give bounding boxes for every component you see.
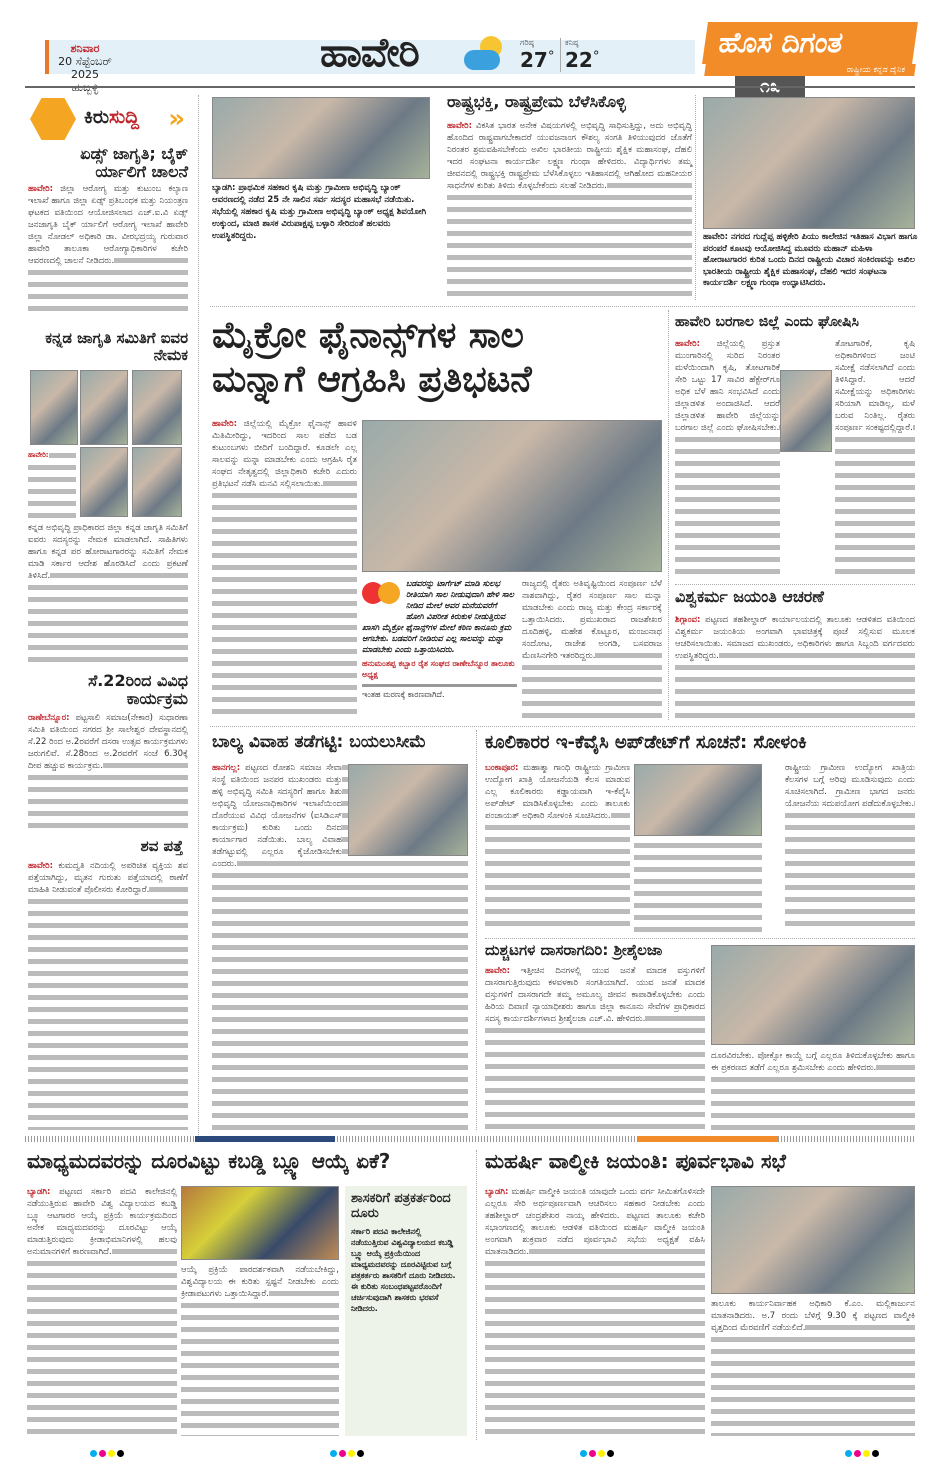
kirusuddi-logo: ಕಿರುಸುದ್ದಿ » [30, 98, 185, 140]
member-photo [30, 370, 78, 445]
column-divider [695, 95, 696, 300]
quote-icon [362, 578, 406, 612]
ekyc-article-cont: ರಾಷ್ಟ್ರೀಯ ಗ್ರಾಮೀಣ ಉದ್ಯೋಗ ಖಾತ್ರಿಯ ಕೆಲಸಗಳ ಬಗ್ಗೆ ಅರಿವು ಮೂಡಿಸುವುದು ಎಂದು ಸೂಚಿಸಲಾಗಿದೆ. ಗ್ರಾಮೀಣ ಭಾಗದ ಜನರು ಯೋಜನೆಯ ಸದುಪಯೋಗ ಪಡೆದುಕೊಳ್ಳಬೇಕು. [785, 762, 915, 932]
program-headline: ಸೆ.22ರಿಂದ ವಿವಿಧ ಕಾರ್ಯಕ್ರಮ [88, 671, 188, 709]
kabaddi-photo [181, 1186, 339, 1260]
page-city-title: ಹಾವೇರಿ [320, 30, 419, 76]
section-bar-blue [195, 1136, 335, 1142]
section-bar [25, 1136, 915, 1142]
kabaddi-headline: ಮಾಧ್ಯಮದವರನ್ನು ದೂರವಿಟ್ಟು ಕಬಡ್ಡಿ ಬ್ಲ್ಯೂ ಆಯ್ಕೆ ಏಕೆ? [27, 1149, 391, 1173]
drought-article: ಹಾವೇರಿ: ಜಿಲ್ಲೆಯಲ್ಲಿ ಪ್ರಸ್ತುತ ಮುಂಗಾರಿನಲ್ಲಿ ಸುರಿದ ನಿರಂತರ ಮಳೆಯಿಂದಾಗಿ ಕೃಷಿ, ತೋಟಗಾರಿಕೆ ಸೇರಿ ಒಟ್ಟು 17 ಸಾವಿರ ಹೆಕ್ಟೇರ್‌ಗೂ ಅಧಿಕ ಬೆಳೆ ಹಾನಿ ಸಂಭವಿಸಿದೆ ಎಂದು ಜಿಲ್ಲಾಡಳಿತ ಅಂದಾಜಿಸಿದೆ. ಆದರೆ ಜಿಲ್ಲಾಡಳಿತ ಹಾವೇರಿ ಜಿಲ್ಲೆಯನ್ನು ಬರಗಾಲ ಜಿಲ್ಲೆ ಎಂದು ಘೋಷಿಸಬೇಕು. [675, 338, 780, 578]
addiction-article-cont: ದೂರವಿರಬೇಕು. ಪೋಕ್ಸೋ ಕಾಯ್ದೆ ಬಗ್ಗೆ ಎಲ್ಲರೂ ತಿಳಿದುಕೊಳ್ಳಬೇಕು ಹಾಗೂ ಈ ಪ್ರಕರಣದ ತಡೆಗೆ ಎಲ್ಲರೂ ಶ್ರಮಿಸಬೇಕು ಎಂದು ಹೇಳಿದರು. [711, 1050, 915, 1132]
farmer-leader-photo [780, 370, 832, 452]
kannada-dateline: ಹಾವೇರಿ: [28, 450, 76, 520]
drought-article-cont: ತೋಟಗಾರಿಕೆ, ಕೃಷಿ ಅಧಿಕಾರಿಗಳಿಂದ ಜಂಟಿ ಸಮೀಕ್ಷೆ ನಡೆಸಲಾಗಿದೆ ಎಂದು ತಿಳಿಸಿದ್ದಾರೆ. ಆದರೆ ಸಮೀಕ್ಷೆಯನ್ನು ಅಧಿಕಾರಿಗಳು ಸರಿಯಾಗಿ ಮಾಡಿಲ್ಲ, ಮಳೆ ಬರುವ ನಿಂತಿಲ್ಲ. ರೈತರು ಸಂಪೂರ್ಣ ಸಂಕಷ್ಟದಲ್ಲಿದ್ದಾರೆ. [835, 338, 915, 578]
ekyc-photo [634, 764, 762, 836]
bank-meeting-caption: ಬ್ಯಾಡಗಿ: ಪ್ರಾಥಮಿಕ ಸಹಕಾರ ಕೃಷಿ ಮತ್ತು ಗ್ರಾಮೀಣ ಅಭಿವೃದ್ಧಿ ಬ್ಯಾಂಕ್ ಆವರಣದಲ್ಲಿ ನಡೆದ 25 ನೇ ಸಾಲಿನ ಸರ್ವ ಸದಸ್ಯರ ಮಹಾಸಭೆ ನಡೆಯಿತು. ಸಭೆಯಲ್ಲಿ ಸಹಕಾರ ಕೃಷಿ ಮತ್ತು ಗ್ರಾಮೀಣ ಅಭಿವೃದ್ಧಿ ಬ್ಯಾಂಕ್ ಅಧ್ಯಕ್ಷ ಶಿವಯೋಗಿ ಉಕ್ಕುಂದ, ಮಾಜಿ ಶಾಸಕ ವಿರುಪಾಕ್ಷಪ್ಪ ಬಳ್ಳಾರಿ ಸೇರಿದಂತೆ ಹಲವರು ಉಪಸ್ಥಿತರಿದ್ದರು. [212, 183, 427, 241]
column-divider [476, 1150, 477, 1440]
complaint-box [345, 1186, 467, 1436]
lead-article: ಹಾವೇರಿ: ಜಿಲ್ಲೆಯಲ್ಲಿ ಮೈಕ್ರೋ ಫೈನಾನ್ಸ್ ಹಾವಳಿ ಮಿತಿಮೀರಿದ್ದು, ಇದರಿಂದ ಸಾಲ ಪಡೆದ ಬಡ ಕುಟುಂಬಗಳು ಬೀದಿಗೆ ಬಂದಿದ್ದಾರೆ. ಕೂಡಲೇ ಎಲ್ಲ ಸಾಲವನ್ನು ಮನ್ನಾ ಮಾಡಬೇಕು ಎಂದು ಆಗ್ರಹಿಸಿ ರೈತ ಸಂಘದ ನೇತೃತ್ವದಲ್ಲಿ ಜಿಲ್ಲಾಧಿಕಾರಿ ಕಚೇರಿ ಎದುರು ಪ್ರತಿಭಟನೆ ನಡೆಸಿ ಮನವಿ ಸಲ್ಲಿಸಲಾಯಿತು. [212, 418, 357, 718]
aids-headline: ಏಡ್ಸ್ ಜಾಗೃತಿ; ಬೈಕ್ ರ್ಯಾಲಿಗೆ ಚಾಲನೆ [80, 144, 188, 182]
child-marriage-article: ಹಾನಗಲ್ಲ: ಪಟ್ಟಣದ ರೋಶನಿ ಸಮಾಜ ಸೇವಾ ಸಂಸ್ಥೆ ವತಿಯಿಂದ ಜನಪರ ಮುಖಂಡರು ಮತ್ತು ಹಳ್ಳಿ ಅಭಿವೃದ್ಧಿ ಸಮಿತಿ ಸದಸ್ಯರಿಗೆ ಹಾಗೂ ಶಿಶು ಅಭಿವೃದ್ಧಿ ಯೋಜನಾಧಿಕಾರಿಗಳ ಇಲಾಖೆಯಿಂದ ದೊರೆಯುವ ವಿವಿಧ ಯೋಜನೆಗಳ (ಐಸಿಡಿಎಸ್ ಕಾರ್ಯಕ್ರಮ) ಕುರಿತು ಒಂದು ದಿನದ ಕಾರ್ಯಾಗಾರ ನಡೆಯಿತು. ಬಾಲ್ಯ ವಿವಾಹ ತಡೆಗಟ್ಟುವಲ್ಲಿ ಎಲ್ಲರೂ ಕೈಜೋಡಿಸಬೇಕು ಎಂದರು. [212, 762, 468, 1130]
seminar-caption: ಹಾವೇರಿ: ನಗರದ ಗುದ್ಲೆಪ್ಪ ಹಳ್ಳಿಕೇರಿ ಪಿಯು ಕಾಲೇಜಿನ ಇತಿಹಾಸ ವಿಭಾಗ ಹಾಗೂ ಪರಂಪರೆ ಕೂಟವು ಆಯೋಜಿಸಿದ್ದ ಮೂವರು ಮಹಾನ್ ಮಹಿಳಾ ಹೋರಾಟಗಾರರ ಕುರಿತ ಒಂದು ದಿನದ ರಾಷ್ಟ್ರೀಯ ವಿಚಾರ ಸಂಕಿರಣವನ್ನು ಅಖಿಲ ಭಾರತೀಯ ರಾಷ್ಟ್ರೀಯ ಶೈಕ್ಷಿಕ ಮಹಾಸಂಘ, ದೆಹಲಿ ಇದರ ಸಂಘಟನಾ ಕಾರ್ಯದರ್ಶಿ ಲಕ್ಷ್ಮಣ ಗುಂಥಾ ಉದ್ಘಾಟಿಸಿದರು. [703, 232, 918, 288]
registration-marks [580, 1442, 616, 1461]
ekyc-article: ಬಂಕಾಪೂರ: ಮಹಾತ್ಮಾ ಗಾಂಧಿ ರಾಷ್ಟ್ರೀಯ ಗ್ರಾಮೀಣ ಉದ್ಯೋಗ ಖಾತ್ರಿ ಯೋಜನೆಯಡಿ ಕೆಲಸ ಮಾಡುವ ಎಲ್ಲ ಕೂಲಿಕಾರರು ಕಡ್ಡಾಯವಾಗಿ ಇ-ಕೆವೈಸಿ ಅಪ್‌ಡೇಟ್ ಮಾಡಿಸಿಕೊಳ್ಳಬೇಕು ಎಂದು ತಾಲೂಕು ಪಂಚಾಯತ್ ಅಧಿಕಾರಿ ಸೋಳಂಕಿ ಸೂಚಿಸಿದರು. [485, 762, 630, 932]
partly-cloudy-icon [462, 34, 510, 74]
body-found-article: ಹಾವೇರಿ: ಕುಮದ್ವತಿ ನದಿಯಲ್ಲಿ ಅಪರಿಚಿತ ವ್ಯಕ್ತಿಯ ಶವ ಪತ್ತೆಯಾಗಿದ್ದು, ಮೃತನ ಗುರುತು ಪತ್ತೆಯಾದಲ್ಲಿ ಠಾಣೆಗೆ ಮಾಹಿತಿ ನೀಡುವಂತೆ ಪೊಲೀಸರು ಕೋರಿದ್ದಾರೆ. [28, 860, 188, 1130]
quote-text: ಬಡವರನ್ನು ಟಾರ್ಗೆಟ್ ಮಾಡಿ ಸುಲಭ ರೀತಿಯಾಗಿ ಸಾಲ ನೀಡುವುದಾಗಿ ಹೇಳಿ ಸಾಲ ನೀಡಿದ ಮೇಲೆ ಅವರ ಮನೆಯವರೆಗೆ ಹೋಗಿ ವಿಪರೀತ ಕಿರುಕುಳ ನೀಡುತ್ತಿರುವ ಖಾಸಗಿ ಮೈಕ್ರೋ ಫೈನಾನ್ಸ್‌ಗಳ ಮೇಲೆ ಕಠಿಣ ಕಾನೂನು ಕ್ರಮ ಆಗಬೇಕು. ಬಡವರಿಗೆ ನೀಡಿರುವ ಎಲ್ಲ ಸಾಲವನ್ನು ಮನ್ನಾ ಮಾಡಬೇಕು ಎಂದು ಒತ್ತಾಯಿಸಿದರು. [362, 579, 514, 654]
drought-headline: ಹಾವೇರಿ ಬರಗಾಲ ಜಿಲ್ಲೆ ಎಂದು ಘೋಷಿಸಿ [675, 314, 859, 330]
seminar-photo [703, 97, 915, 229]
member-photo [132, 370, 182, 445]
addiction-event-photo [711, 945, 915, 1045]
patriotism-headline: ರಾಷ್ಟ್ರಭಕ್ತಿ, ರಾಷ್ಟ್ರಪ್ರೇಮ ಬೆಳೆಸಿಕೊಳ್ಳಿ [447, 92, 626, 111]
quote-tail: ಇಂತಹ ಮರಣಕ್ಕೆ ಕಾರಣವಾಗಿದೆ. [362, 684, 517, 700]
column-divider [668, 310, 669, 720]
quote-box [362, 578, 517, 718]
row-divider [210, 726, 915, 727]
vishwakarma-article: ಶಿಗ್ಗಾಂವ: ಪಟ್ಟಣದ ತಹಶೀಲ್ದಾರ್ ಕಾರ್ಯಾಲಯದಲ್ಲಿ ತಾಲೂಕು ಆಡಳಿತದ ವತಿಯಿಂದ ವಿಶ್ವಕರ್ಮ ಜಯಂತಿಯ ಅಂಗವಾಗಿ ಭಾವಚಿತ್ರಕ್ಕೆ ಪೂಜೆ ಸಲ್ಲಿಸುವ ಮೂಲಕ ಆಚರಿಸಲಾಯಿತು. ಸಮಾಜದ ಮುಖಂಡರು, ಅಧಿಕಾರಿಗಳು ಹಾಗೂ ಸಿಬ್ಬಂದಿ ವರ್ಗದವರು ಉಪಸ್ಥಿತರಿದ್ದರು. [675, 614, 915, 718]
valmiki-meeting-photo [711, 1186, 915, 1294]
bank-meeting-photo [212, 97, 430, 179]
addiction-article: ಹಾವೇರಿ: ಇತ್ತೀಚಿನ ದಿನಗಳಲ್ಲಿ ಯುವ ಜನತೆ ಮಾದಕ ವಸ್ತುಗಳಿಗೆ ದಾಸರಾಗುತ್ತಿರುವುದು ಕಳವಳಕಾರಿ ಸಂಗತಿಯಾಗಿದೆ. ಯುವ ಜನತೆ ಮಾದಕ ವಸ್ತುಗಳಿಗೆ ದಾಸರಾಗದೇ ತಮ್ಮ ಅಮೂಲ್ಯ ಜೀವನ ಕಾಪಾಡಿಕೊಳ್ಳಬೇಕು ಎಂದು ಹಿರಿಯ ದಿವಾಣಿ ನ್ಯಾಯಾಧೀಶರು ಹಾಗೂ ಜಿಲ್ಲಾ ಕಾನೂನು ಸೇವೆಗಳ ಪ್ರಾಧಿಕಾರದ ಸದಸ್ಯ ಕಾರ್ಯದರ್ಶಿಗಳಾದ ಶ್ರೀಶೈಲಜಾ ಎಚ್.ವಿ. ಹೇಳಿದರು. [485, 965, 705, 1133]
section-bar-orange [638, 1136, 778, 1142]
complaint-text: ಸರ್ಕಾರಿ ಪದವಿ ಕಾಲೇಜಿನಲ್ಲಿ ನಡೆಯುತ್ತಿರುವ ವಿಶ್ವವಿದ್ಯಾಲಯದ ಕಬಡ್ಡಿ ಬ್ಲ್ಯೂ ಆಯ್ಕೆ ಪ್ರಕ್ರಿಯೆಯಿಂದ ಮಾಧ್ಯಮದವರನ್ನು ದೂರವಿಟ್ಟಿರುವ ಬಗ್ಗೆ ಪತ್ರಕರ್ತರು ಶಾಸಕರಿಗೆ ದೂರು ನೀಡಿದರು. ಈ ಕುರಿತು ಸಂಬಂಧಪಟ್ಟವರೊಂದಿಗೆ ಚರ್ಚಿಸುವುದಾಗಿ ಶಾಸಕರು ಭರವಸೆ ನೀಡಿದರು. [351, 1226, 456, 1313]
min-temp: ಕನಿಷ್ಠ 22° [560, 38, 600, 72]
kabaddi-article-cont: ಆಯ್ಕೆ ಪ್ರಕ್ರಿಯೆ ಪಾರದರ್ಶಕವಾಗಿ ನಡೆಯಬೇಕಿದ್ದು, ವಿಶ್ವವಿದ್ಯಾಲಯ ಈ ಕುರಿತು ಸ್ಪಷ್ಟನೆ ನೀಡಬೇಕು ಎಂದು ಕ್ರೀಡಾಪಟುಗಳು ಒತ್ತಾಯಿಸಿದ್ದಾರೆ. [181, 1264, 339, 1436]
member-photo [80, 447, 128, 517]
registration-marks [330, 1442, 366, 1461]
vishwakarma-headline: ವಿಶ್ವಕರ್ಮ ಜಯಂತಿ ಆಚರಣೆ [675, 587, 824, 606]
issue-date: 20 ಸೆಪ್ಟೆಂಬರ್ 2025 [58, 55, 112, 81]
hand-icon [30, 98, 76, 140]
aids-article: ಹಾವೇರಿ: ಜಿಲ್ಲಾ ಆರೋಗ್ಯ ಮತ್ತು ಕುಟುಂಬ ಕಲ್ಯಾಣ ಇಲಾಖೆ ಹಾಗೂ ಜಿಲ್ಲಾ ಏಡ್ಸ್ ಪ್ರತಿಬಂಧಕ ಮತ್ತು ನಿಯಂತ್ರಣ ಘಟಕದ ವತಿಯಿಂದ ಆಯೋಜಿಸಲಾದ ಎಚ್.ಐ.ವಿ ಏಡ್ಸ್ ಜನಜಾಗೃತಿ ಬೈಕ್ ರ್ಯಾಲಿಗೆ ಆರೋಗ್ಯ ಇಲಾಖೆ ಹಾವೇರಿ ಜಿಲ್ಲಾ ನೋಡಲ್ ಅಧಿಕಾರಿ ಡಾ. ವೀರಭದ್ರಯ್ಯ ಗುರುವಾರ ಹಾವೇರಿ ತಾಲೂಕಾ ಆರೋಗ್ಯಾಧಿಕಾರಿಗಳ ಕಚೇರಿ ಆವರಣದಲ್ಲಿ ಚಾಲನೆ ನೀಡಿದರು. [28, 183, 188, 313]
valmiki-headline: ಮಹರ್ಷಿ ವಾಲ್ಮೀಕಿ ಜಯಂತಿ: ಪೂರ್ವಭಾವಿ ಸಭೆ [485, 1149, 786, 1173]
weekday: ಶನಿವಾರ [70, 42, 100, 55]
quote-author: ಹನುಮಂತಪ್ಪ ಕಬ್ಬಾರ ರೈತ ಸಂಘದ ರಾಣೇಬೆನ್ನೂರ ತಾಲೂಕು ಅಧ್ಯಕ್ಷ [362, 659, 515, 679]
member-photo [132, 447, 182, 517]
row-divider [675, 584, 915, 585]
row-divider [485, 938, 915, 939]
valmiki-article-cont: ತಾಲೂಕು ಕಾರ್ಯನಿರ್ವಾಹಕ ಅಧಿಕಾರಿ ಕೆ.ಎಂ. ಮಲ್ಲಿಕಾರ್ಜುನ ಮಾತನಾಡಿದರು. ಅ.7 ರಂದು ಬೆಳಿಗ್ಗೆ 9.30 ಕ್ಕೆ ಪಟ್ಟಣದ ವಾಲ್ಮೀಕಿ ವೃತ್ತದಿಂದ ಮೆರವಣಿಗೆ ನಡೆಯಲಿದೆ. [711, 1298, 915, 1436]
member-photo [80, 370, 128, 445]
valmiki-article: ಬ್ಯಾಡಗಿ: ಮಹರ್ಷಿ ವಾಲ್ಮೀಕಿ ಜಯಂತಿ ಯಾವುದೇ ಒಂದು ವರ್ಗ ಸೀಮಿತಗೊಳಿಸದೇ ಎಲ್ಲರೂ ಸೇರಿ ಅರ್ಥಪೂರ್ಣವಾಗಿ ಆಚರಿಸಲು ಸಹಕಾರ ನೀಡಬೇಕು ಎಂದು ತಹಶೀಲ್ದಾರ್ ಚಂದ್ರಶೇಖರ ನಾಯ್ಕ ಹೇಳಿದರು. ಪಟ್ಟಣದ ತಾಲೂಕು ಕಚೇರಿ ಸಭಾಂಗಣದಲ್ಲಿ ತಾಲೂಕು ಆಡಳಿತ ವತಿಯಿಂದ ಮಹರ್ಷಿ ವಾಲ್ಮೀಕಿ ಜಯಂತಿ ಅಂಗವಾಗಿ ಶುಕ್ರವಾರ ನಡೆದ ಪೂರ್ವಭಾವಿ ಸಭೆಯ ಅಧ್ಯಕ್ಷತೆ ವಹಿಸಿ ಮಾತನಾಡಿದರು. [485, 1186, 705, 1436]
addiction-headline: ದುಶ್ಚಟಗಳ ದಾಸರಾಗದಿರಿ: ಶ್ರೀಶೈಲಜಾ [485, 941, 663, 959]
masthead-rule [25, 86, 915, 88]
body-found-headline: ಶವ ಪತ್ತೆ [140, 837, 183, 855]
lead-article-cont: ರಾಜ್ಯದಲ್ಲಿ ರೈತರು ಅತಿವೃಷ್ಟಿಯಿಂದ ಸಂಪೂರ್ಣ ಬೆಳೆ ನಾಶವಾಗಿದ್ದು, ರೈತರ ಸಂಪೂರ್ಣ ಸಾಲ ಮನ್ನಾ ಮಾಡಬೇಕು ಎಂದು ರಾಜ್ಯ ಮತ್ತು ಕೇಂದ್ರ ಸರ್ಕಾರಕ್ಕೆ ಒತ್ತಾಯಿಸಿದರು. ಪ್ರಮುಖರಾದ ರಾಜಶೇಖರ ದೂದಿಹಳ್ಳಿ, ಮಹೇಶ ಕೊಟ್ಟೂರ, ಮಂಜುನಾಥ ಸಂದೋಟ, ರಾಜೇಶ ಅಂಗಡಿ, ಬಸವರಾಜ ಮೆಣಸಿನಗೇರಿ ಇತರರಿದ್ದರು. [522, 578, 662, 718]
complaint-headline: ಶಾಸಕರಿಗೆ ಪತ್ರಕರ್ತರಿಂದ ದೂರು [351, 1191, 451, 1221]
edition-name: ಹುಬ್ಬಳ್ಳಿ [71, 81, 99, 94]
kannada-committee-headline: ಕನ್ನಡ ಜಾಗೃತಿ ಸಮಿತಿಗೆ ಐವರ ನೇಮಕ [45, 329, 188, 365]
lead-headline: ಮೈಕ್ರೋ ಫೈನಾನ್ಸ್‌ಗಳ ಸಾಲ ಮನ್ನಾಗೆ ಆಗ್ರಹಿಸಿ ಪ್ರತಿಭಟನೆ [212, 315, 532, 400]
max-temp: ಗರಿಷ್ಠ 27° [520, 38, 555, 72]
child-marriage-photo [348, 764, 468, 856]
child-marriage-headline: ಬಾಲ್ಯ ವಿವಾಹ ತಡೆಗಟ್ಟಿ: ಬಯಲುಸೀಮೆ [212, 732, 427, 752]
ekyc-headline: ಕೂಲಿಕಾರರ ಇ-ಕೆವೈಸಿ ಅಪ್‌ಡೇಟ್‌ಗೆ ಸೂಚನೆ: ಸೋಳಂಕಿ [485, 732, 807, 753]
column-divider [198, 95, 199, 1135]
kabaddi-article: ಬ್ಯಾಡಗಿ: ಪಟ್ಟಣದ ಸರ್ಕಾರಿ ಪದವಿ ಕಾಲೇಜಿನಲ್ಲಿ ನಡೆಯುತ್ತಿರುವ ಹಾವೇರಿ ವಿಶ್ವ ವಿದ್ಯಾಲಯದ ಕಬಡ್ಡಿ ಬ್ಲ್ಯೂ ಆಟಗಾರರ ಆಯ್ಕೆ ಪ್ರಕ್ರಿಯೆ ಕಾರ್ಯಕ್ರಮದಿಂದ ಅನೇಕ ಮಾಧ್ಯಮದವರನ್ನು ದೂರವಿಟ್ಟು ಆಯ್ಕೆ ಮಾಡುತ್ತಿರುವುದು ಕ್ರೀಡಾಭಿಮಾನಿಗಳಲ್ಲಿ ಹಲವು ಅನುಮಾನಗಳಿಗೆ ಕಾರಣವಾಗಿದೆ. [27, 1186, 177, 1436]
column-divider [476, 730, 477, 1130]
page-number: ೧೩ [735, 76, 805, 98]
paper-logo: ಹೊಸ ದಿಗಂತ ರಾಷ್ಟ್ರೀಯ ಕನ್ನಡ ದೈನಿಕ ೧೩ [705, 22, 915, 98]
ekyc-article-mid [634, 840, 762, 932]
protest-photo [362, 420, 662, 572]
patriotism-article: ಹಾವೇರಿ: ವಿಕಸಿತ ಭಾರತ ಅನೇಕ ವಿಷಯಗಳಲ್ಲಿ ಅಭಿವೃದ್ಧಿ ಸಾಧಿಸುತ್ತಿದ್ದು, ಅದು ಅಭಿವೃದ್ಧಿ ಹೊಂದಿದ ರಾಷ್ಟ್ರವಾಗಬೇಕಾದರೆ ಯುವಜನಾಂಗ ಕೌಶಲ್ಯ ಸಂಗತಿ ತಿಳಿಯುವುದರ ಜೊತೆಗೆ ನಿರಂತರ ಶ್ರಮವಹಿಸಬೇಕೆಂದು ಅಖಿಲ ಭಾರತೀಯ ರಾಷ್ಟ್ರೀಯ ಶೈಕ್ಷಿಕ ಮಹಾಸಂಘ, ದೆಹಲಿ ಇದರ ಸಂಘಟನಾ ಕಾರ್ಯದರ್ಶಿ ಲಕ್ಷ್ಮಣ ಗುಂಥಾ ಹೇಳಿದರು. ವಿದ್ಯಾರ್ಥಿಗಳು ತಮ್ಮ ಜೀವನದಲ್ಲಿ ರಾಷ್ಟ್ರಭಕ್ತಿ ರಾಷ್ಟ್ರಪ್ರೇಮ ಬೆಳೆಸಿಕೊಳ್ಳಲು ಇತಿಹಾಸದಲ್ಲಿ ಆಗಿಹೋದ ಮಹನೀಯರ ಸಾಧನೆಗಳ ಕುರಿತು ತಿಳಿದು ಕೊಳ್ಳಬೇಕೆಂದು ಸಲಹೆ ನೀಡಿದರು. [447, 120, 692, 302]
registration-marks [845, 1442, 881, 1461]
chevron-icon: » [168, 104, 185, 134]
kannada-committee-article: ಕನ್ನಡ ಅಭಿವೃದ್ಧಿ ಪ್ರಾಧಿಕಾರದ ಜಿಲ್ಲಾ ಕನ್ನಡ ಜಾಗೃತಿ ಸಮಿತಿಗೆ ಐವರು ಸದಸ್ಯರನ್ನು ನೇಮಕ ಮಾಡಲಾಗಿದೆ. ಸಾಹಿತಿಗಳು ಹಾಗೂ ಕನ್ನಡ ಪರ ಹೋರಾಟಗಾರರನ್ನು ಸಮಿತಿಗೆ ನೇಮಕ ಮಾಡಿ ಸರ್ಕಾರ ಆದೇಶ ಹೊರಡಿಸಿದೆ ಎಂದು ಪ್ರಕಟಣೆ ತಿಳಿಸಿದೆ. [28, 522, 188, 662]
paper-tagline: ರಾಷ್ಟ್ರೀಯ ಕನ್ನಡ ದೈನಿಕ [704, 64, 916, 76]
registration-marks [90, 1442, 126, 1461]
program-article: ರಾಣೇಬೆನ್ನೂರ: ಪಟ್ಟಸಾಲಿ ಸಮಾಜ(ನೇಕಾರ) ಸುಧಾರಣಾ ಸಮಿತಿ ವತಿಯಿಂದ ನಗರದ ಶ್ರೀ ಸಾಲೇಶ್ವರ ದೇವಸ್ಥಾನದಲ್ಲಿ ಸೆ.22 ರಿಂದ ಅ.2ರವರೆಗೆ ದಸರಾ ಉತ್ಸವ ಕಾರ್ಯಕ್ರಮಗಳು ಜರುಗಲಿವೆ. ಸೆ.28ರಿಂದ ಅ.2ರವರೆಗೆ ಸಂಜೆ 6.30ಕ್ಕೆ ದೀಪ ಹಚ್ಚುವ ಕಾರ್ಯಕ್ರಮ. [28, 712, 188, 832]
row-divider [210, 306, 915, 307]
